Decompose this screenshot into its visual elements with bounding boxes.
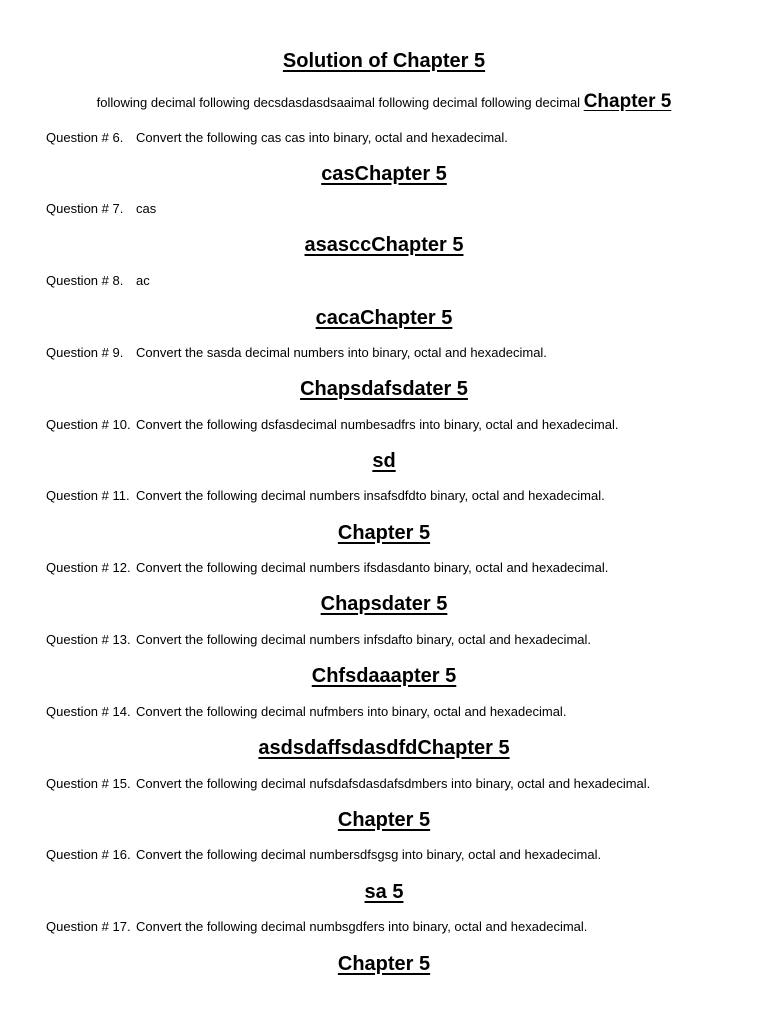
page-title-text: Solution of Chapter 5 [282, 50, 486, 72]
question-text: Convert the following decimal nufmbers into binary, octal and hexadecimal. [136, 704, 567, 719]
question-line [46, 416, 618, 434]
question-number: Question # 6. [46, 130, 124, 145]
question-text: ac [136, 273, 150, 288]
section-heading [0, 376, 768, 402]
question-number: Question # 12. [46, 560, 131, 575]
question-line [46, 200, 156, 218]
section-heading-text: Chapsdater 5 [320, 593, 448, 615]
question-number: Question # 7. [46, 201, 124, 216]
section-heading-text: cacaChapter 5 [315, 307, 453, 329]
section-heading-text: casChapter 5 [321, 163, 447, 185]
section-heading [0, 879, 768, 905]
question-number: Question # 10. [46, 417, 131, 432]
question-line [46, 129, 508, 147]
question-text: Convert the following decimal numbsgdfers into binary, octal and hexadecimal. [136, 919, 588, 934]
question-text: Convert the following decimal numbers insafsdfdto binary, octal and hexadecimal. [136, 488, 605, 503]
section-heading-text: Chapter 5 [337, 953, 431, 975]
question-text: Convert the sasda decimal numbers into binary, octal and hexadecimal. [136, 345, 547, 360]
question-line [46, 559, 608, 577]
question-number: Question # 17. [46, 919, 131, 934]
intro-emphasis: Chapter 5 [583, 91, 672, 112]
section-heading-text: Chapter 5 [337, 522, 431, 544]
question-text: Convert the following decimal numbers infsdafto binary, octal and hexadecimal. [136, 632, 591, 647]
section-heading-text: Chapsdafsdater 5 [300, 378, 468, 400]
section-heading-text: asasccChapter 5 [304, 234, 464, 256]
page-title [0, 48, 768, 74]
section-heading [0, 520, 768, 546]
question-text: Convert the following decimal nufsdafsdasdafsdmbers into binary, octal and hexadecimal. [136, 776, 651, 791]
question-line [46, 272, 150, 290]
section-heading-text: sa 5 [364, 881, 404, 903]
intro-line [0, 90, 768, 115]
section-heading [0, 591, 768, 617]
question-number: Question # 13. [46, 632, 131, 647]
question-line [46, 631, 591, 649]
section-heading [0, 448, 768, 474]
question-line [46, 487, 605, 505]
section-heading [0, 735, 768, 761]
intro-text: following decimal following decsdasdasdsaaimal following decimal following decimal [96, 95, 581, 110]
question-text: Convert the following decimal numbers ifsdasdanto binary, octal and hexadecimal. [136, 560, 609, 575]
section-heading [0, 232, 768, 258]
section-heading [0, 161, 768, 187]
question-line [46, 918, 587, 936]
section-heading-text: asdsdaffsdasdfdChapter 5 [258, 737, 510, 759]
question-number: Question # 16. [46, 847, 131, 862]
question-number: Question # 11. [46, 488, 130, 503]
section-heading [0, 951, 768, 977]
question-line [46, 846, 601, 864]
section-heading-text: Chfsdaaapter 5 [311, 665, 457, 687]
section-heading-text: sd [372, 450, 396, 472]
section-heading-text: Chapter 5 [337, 809, 431, 831]
section-heading [0, 663, 768, 689]
section-heading [0, 305, 768, 331]
question-text: cas [136, 201, 157, 216]
question-text: Convert the following cas cas into binary, octal and hexadecimal. [136, 130, 508, 145]
question-number: Question # 15. [46, 776, 131, 791]
question-text: Convert the following dsfasdecimal numbesadfrs into binary, octal and hexadecimal. [136, 417, 619, 432]
section-heading [0, 807, 768, 833]
question-number: Question # 9. [46, 345, 124, 360]
question-number: Question # 14. [46, 704, 131, 719]
question-text: Convert the following decimal numbersdfsgsg into binary, octal and hexadecimal. [136, 847, 602, 862]
question-line [46, 344, 547, 362]
question-number: Question # 8. [46, 273, 124, 288]
question-line [46, 703, 566, 721]
question-line [46, 775, 650, 793]
